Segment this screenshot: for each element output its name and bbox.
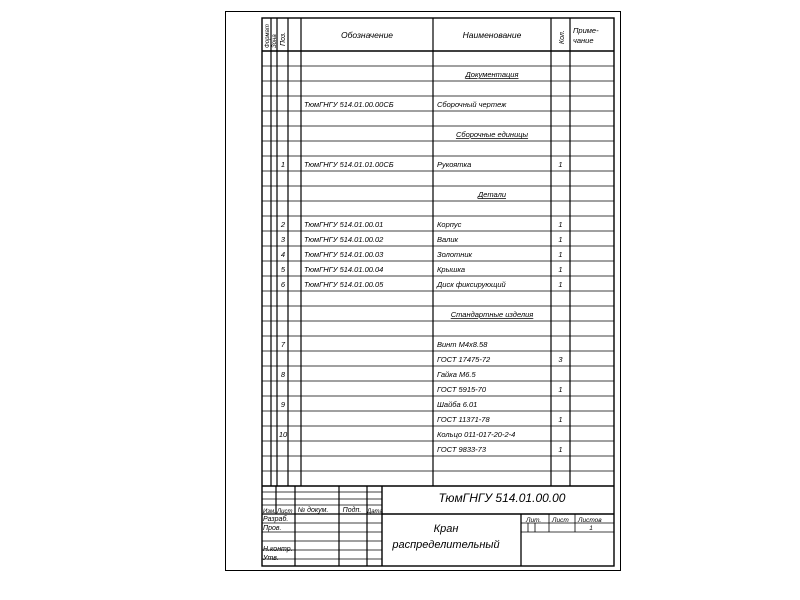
- row-name: ГОСТ 11371-78: [437, 415, 490, 425]
- tb-role-developer: Разраб.: [263, 516, 289, 523]
- header-name: Наименование: [462, 30, 522, 40]
- row-designation: ТюмГНГУ 514.01.00.00СБ: [304, 100, 394, 110]
- tb-sign-label: Подп.: [342, 507, 362, 514]
- tb-list-label: Лист: [277, 509, 293, 515]
- row-designation: ТюмГНГУ 514.01.00.01: [304, 220, 384, 230]
- header-note-line2: чание: [573, 36, 594, 45]
- row-name: Гайка М6.5: [437, 370, 476, 380]
- row-pos: 5: [280, 265, 286, 275]
- tb-doc-label: № докум.: [297, 507, 329, 514]
- row-name: Шайба 6.01: [437, 400, 478, 410]
- row-name: Винт М4х8.58: [437, 340, 488, 350]
- row-qty: 1: [558, 220, 563, 230]
- row-qty: 1: [558, 250, 563, 260]
- row-qty: 1: [558, 415, 563, 425]
- tb-sheet-label: Лист: [552, 517, 569, 524]
- row-qty: 1: [558, 235, 563, 245]
- row-qty: 1: [558, 445, 563, 455]
- row-name: Сборочный чертеж: [437, 100, 507, 110]
- tb-title-line2: распределительный: [392, 539, 500, 551]
- row-pos: 10: [278, 430, 288, 440]
- row-name: Валик: [437, 235, 459, 245]
- tb-role-norm: Н.контр.: [263, 546, 293, 553]
- tb-document-designation: ТюмГНГУ 514.01.00.00: [438, 491, 566, 505]
- row-qty: 1: [558, 265, 563, 275]
- row-qty: 1: [558, 280, 563, 290]
- row-name: Крышка: [437, 265, 466, 275]
- row-pos: 7: [280, 340, 286, 350]
- tb-date-label: Дата: [367, 509, 383, 515]
- row-qty: 1: [558, 385, 563, 395]
- row-qty: 1: [558, 160, 563, 170]
- row-qty: 3: [558, 355, 563, 365]
- tb-role-checker: Пров.: [263, 525, 282, 532]
- row-section-title: Сборочные единицы: [455, 130, 529, 140]
- header-format: Формат: [265, 24, 271, 48]
- header-zone: Зона: [272, 34, 278, 48]
- row-pos: 2: [280, 220, 286, 230]
- tb-izm-label: Изм.: [263, 509, 276, 515]
- header-qty: Кол.: [559, 30, 566, 44]
- row-section-title: Стандартные изделия: [450, 310, 534, 320]
- row-name: Корпус: [437, 220, 462, 230]
- row-pos: 8: [280, 370, 286, 380]
- row-name: Рукоятка: [437, 160, 472, 170]
- row-designation: ТюмГНГУ 514.01.00.05: [304, 280, 384, 290]
- drawing-sheet: [225, 11, 621, 571]
- row-pos: 9: [280, 400, 286, 410]
- row-name: ГОСТ 9833-73: [437, 445, 487, 455]
- row-name: ГОСТ 5915-70: [437, 385, 487, 395]
- row-pos: 4: [280, 250, 286, 260]
- row-designation: ТюмГНГУ 514.01.00.03: [304, 250, 384, 260]
- row-name: Золотник: [437, 250, 473, 260]
- header-designation: Обозначение: [340, 30, 394, 40]
- header-note-line1: Приме-: [573, 26, 599, 35]
- row-designation: ТюмГНГУ 514.01.01.00СБ: [304, 160, 394, 170]
- row-section-title: Документация: [465, 70, 519, 80]
- header-pos: Поз.: [280, 31, 287, 46]
- row-pos: 6: [280, 280, 286, 290]
- tb-role-approved: Утв.: [263, 555, 279, 562]
- row-designation: ТюмГНГУ 514.01.00.02: [304, 235, 384, 245]
- row-name: Диск фиксирующий: [437, 280, 506, 290]
- row-name: Кольцо 011-017-20-2-4: [437, 430, 516, 440]
- row-pos: 3: [280, 235, 286, 245]
- tb-lit-label: Лит.: [526, 517, 542, 524]
- tb-sheets-value: 1: [589, 525, 593, 532]
- tb-title-line1: Кран: [433, 523, 459, 535]
- row-pos: 1: [280, 160, 286, 170]
- tb-sheets-label: Листов: [578, 517, 602, 524]
- row-designation: ТюмГНГУ 514.01.00.04: [304, 265, 384, 275]
- row-name: ГОСТ 17475-72: [437, 355, 491, 365]
- row-section-title: Детали: [477, 190, 507, 200]
